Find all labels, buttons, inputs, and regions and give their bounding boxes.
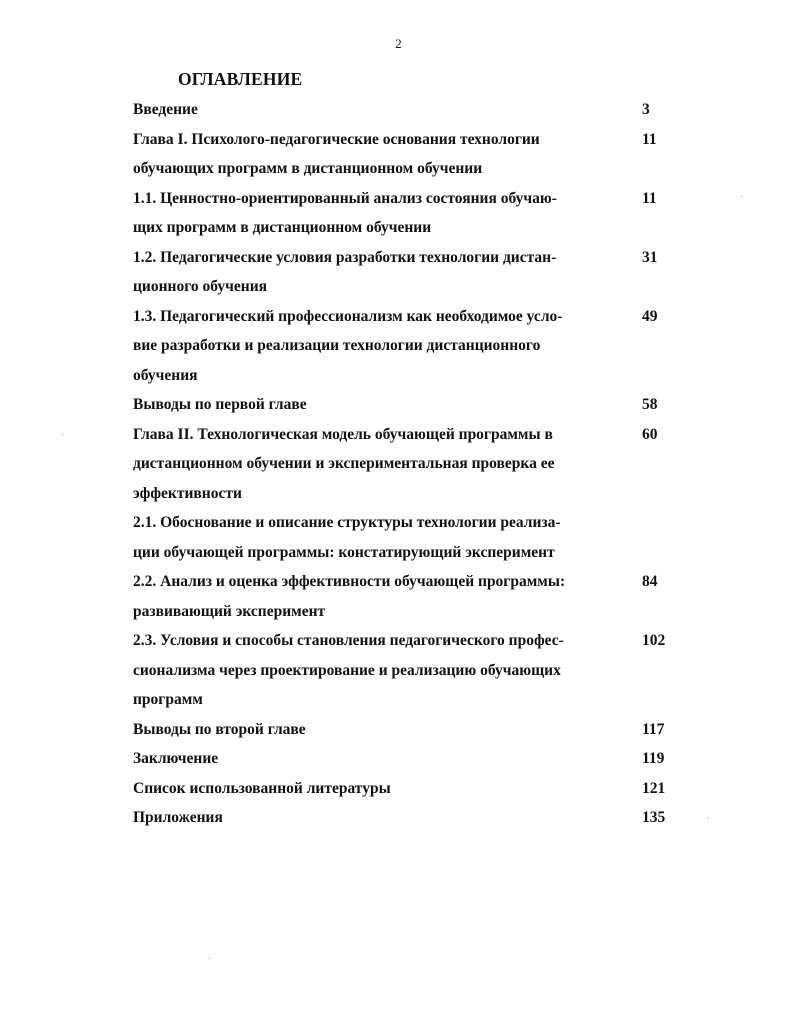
toc-entry [133, 508, 678, 567]
toc-page-number: 31 [642, 248, 658, 266]
toc-entry [133, 390, 678, 420]
toc-page-number: 11 [642, 130, 657, 148]
toc-title: ОГЛАВЛЕНИЕ [178, 69, 303, 89]
scan-speck [62, 434, 63, 435]
toc-entry-line: Приложения [133, 809, 223, 826]
toc-entry-line: Выводы по первой главе [133, 396, 307, 413]
toc-page-number: 135 [642, 809, 666, 826]
toc-entry-line: обучающих программ в дистанционном обучении [133, 160, 483, 177]
toc-entry-line: Список использованной литературы [133, 779, 391, 797]
toc-entry-line: обучения [133, 366, 198, 384]
toc-page-number: 84 [642, 573, 658, 590]
toc-page-number: 121 [642, 779, 666, 797]
toc-entry [133, 744, 678, 774]
toc-entry [133, 803, 678, 833]
toc-entry [133, 626, 678, 715]
toc-page-number: 117 [642, 720, 665, 738]
toc-entry-line: ционного обучения [133, 278, 268, 295]
toc-entry-line: Глава II. Технологическая модель обучающей программы в [133, 425, 553, 443]
toc-entry-line: 1.3. Педагогический профессионализм как необходимое усло- [133, 307, 563, 325]
toc-entry [133, 715, 678, 745]
toc-entry [133, 774, 678, 804]
toc-entry [133, 420, 678, 509]
toc-entry [133, 184, 678, 243]
toc-entry-line: эффективности [133, 484, 242, 502]
scan-speck [708, 818, 709, 819]
toc-page-number: 102 [642, 632, 666, 649]
toc-entry-line: вие разработки и реализации технологии дистанционного [133, 337, 541, 354]
toc-entry-line: 2.2. Анализ и оценка эффективности обучающей программы: [133, 573, 566, 590]
toc-entry [133, 302, 678, 391]
toc-entry-line: ции обучающей программы: констатирующий эксперимент [133, 543, 555, 561]
toc-page-number: 49 [642, 307, 658, 325]
toc-entry [133, 95, 678, 125]
toc-entry-line: развивающий эксперимент [133, 602, 326, 620]
toc-entry [133, 567, 678, 626]
scan-speck [741, 196, 742, 197]
toc-entry-line: 2.3. Условия и способы становления педагогического профес- [133, 632, 564, 649]
toc-page-number: 119 [642, 750, 665, 767]
toc-entry-line: Выводы по второй главе [133, 720, 306, 738]
toc-entry-line: Заключение [133, 750, 219, 767]
toc-entry [133, 243, 678, 302]
toc-entry-line: дистанционном обучении и экспериментальная проверка ее [133, 455, 555, 472]
toc-page-number: 60 [642, 425, 658, 443]
toc-page-number: 11 [642, 189, 657, 207]
toc-entry-line: программ [133, 691, 203, 708]
page-number: 2 [395, 36, 402, 51]
scan-speck [209, 958, 210, 959]
toc-entry-line: Глава I. Психолого-педагогические основания технологии [133, 130, 540, 148]
toc-page-number: 58 [642, 396, 658, 413]
toc-entry-line: 2.1. Обоснование и описание структуры технологии реализа- [133, 514, 561, 531]
toc-entry-line: сионализма через проектирование и реализацию обучающих [133, 661, 561, 679]
toc-page-number: 3 [642, 101, 650, 118]
toc-entry-line: 1.1. Ценностно-ориентированный анализ состояния обучаю- [133, 189, 557, 207]
toc-entry-line: 1.2. Педагогические условия разработки технологии дистан- [133, 248, 557, 266]
toc-entry [133, 125, 678, 184]
toc-entry-line: щих программ в дистанционном обучении [133, 219, 432, 236]
toc-entry-line: Введение [133, 101, 198, 118]
